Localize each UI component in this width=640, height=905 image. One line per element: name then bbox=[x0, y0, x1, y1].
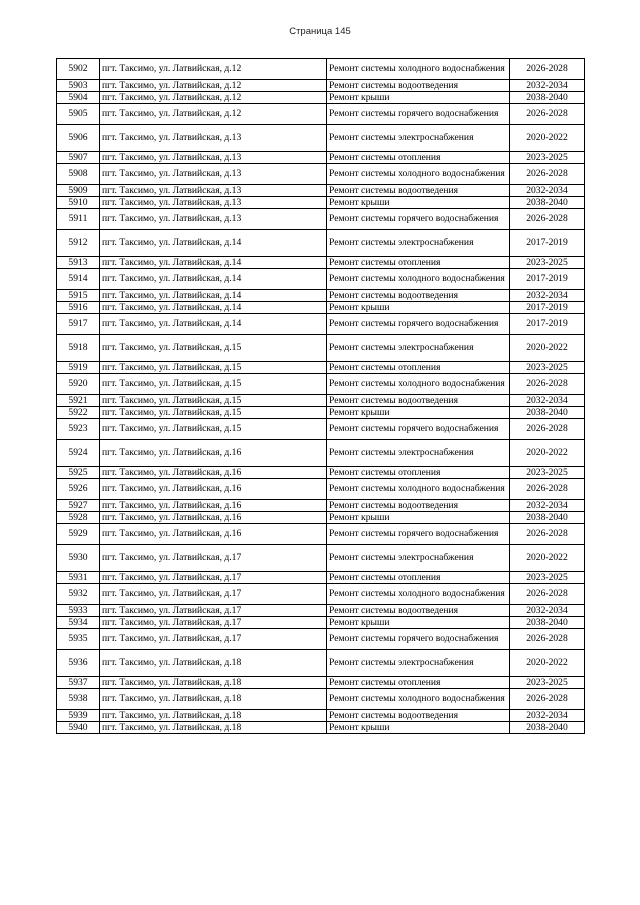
row-number-cell: 5936 bbox=[57, 650, 100, 677]
table-row bbox=[57, 59, 585, 80]
work-type-cell: Ремонт системы водоотведения bbox=[327, 605, 510, 617]
address-cell: пгт. Таксимо, ул. Латвийская, д.13 bbox=[100, 164, 327, 185]
row-number-cell: 5907 bbox=[57, 152, 100, 164]
table-row bbox=[57, 545, 585, 572]
row-number-cell: 5932 bbox=[57, 584, 100, 605]
address-cell: пгт. Таксимо, ул. Латвийская, д.17 bbox=[100, 605, 327, 617]
row-number-cell: 5905 bbox=[57, 104, 100, 125]
work-type-cell: Ремонт крыши bbox=[327, 302, 510, 314]
period-cell: 2032-2034 bbox=[510, 605, 585, 617]
work-type-cell: Ремонт системы холодного водоснабжения bbox=[327, 689, 510, 710]
period-cell: 2026-2028 bbox=[510, 584, 585, 605]
work-type-cell: Ремонт системы отопления bbox=[327, 362, 510, 374]
work-type-cell: Ремонт системы водоотведения bbox=[327, 80, 510, 92]
table-body bbox=[57, 59, 585, 734]
period-cell: 2023-2025 bbox=[510, 677, 585, 689]
table-row bbox=[57, 440, 585, 467]
row-number-cell: 5916 bbox=[57, 302, 100, 314]
row-number-cell: 5925 bbox=[57, 467, 100, 479]
address-cell: пгт. Таксимо, ул. Латвийская, д.15 bbox=[100, 374, 327, 395]
period-cell: 2026-2028 bbox=[510, 104, 585, 125]
period-cell: 2032-2034 bbox=[510, 500, 585, 512]
address-cell: пгт. Таксимо, ул. Латвийская, д.15 bbox=[100, 407, 327, 419]
work-type-cell: Ремонт системы электроснабжения bbox=[327, 230, 510, 257]
page-number-header: Страница 145 bbox=[289, 26, 351, 37]
work-type-cell: Ремонт системы отопления bbox=[327, 677, 510, 689]
table-row bbox=[57, 629, 585, 650]
table-row bbox=[57, 362, 585, 374]
period-cell: 2023-2025 bbox=[510, 257, 585, 269]
table-row bbox=[57, 650, 585, 677]
period-cell: 2026-2028 bbox=[510, 689, 585, 710]
table-row bbox=[57, 230, 585, 257]
address-cell: пгт. Таксимо, ул. Латвийская, д.15 bbox=[100, 335, 327, 362]
period-cell: 2026-2028 bbox=[510, 59, 585, 80]
address-cell: пгт. Таксимо, ул. Латвийская, д.16 bbox=[100, 440, 327, 467]
row-number-cell: 5923 bbox=[57, 419, 100, 440]
work-type-cell: Ремонт системы горячего водоснабжения bbox=[327, 209, 510, 230]
row-number-cell: 5919 bbox=[57, 362, 100, 374]
table-row bbox=[57, 500, 585, 512]
row-number-cell: 5917 bbox=[57, 314, 100, 335]
work-type-cell: Ремонт системы электроснабжения bbox=[327, 650, 510, 677]
table-row bbox=[57, 269, 585, 290]
work-type-cell: Ремонт системы отопления bbox=[327, 467, 510, 479]
row-number-cell: 5940 bbox=[57, 722, 100, 734]
work-type-cell: Ремонт системы водоотведения bbox=[327, 290, 510, 302]
row-number-cell: 5909 bbox=[57, 185, 100, 197]
address-cell: пгт. Таксимо, ул. Латвийская, д.13 bbox=[100, 125, 327, 152]
row-number-cell: 5933 bbox=[57, 605, 100, 617]
row-number-cell: 5929 bbox=[57, 524, 100, 545]
work-type-cell: Ремонт системы водоотведения bbox=[327, 710, 510, 722]
table-row bbox=[57, 479, 585, 500]
address-cell: пгт. Таксимо, ул. Латвийская, д.18 bbox=[100, 722, 327, 734]
address-cell: пгт. Таксимо, ул. Латвийская, д.12 bbox=[100, 104, 327, 125]
work-type-cell: Ремонт системы водоотведения bbox=[327, 395, 510, 407]
address-cell: пгт. Таксимо, ул. Латвийская, д.12 bbox=[100, 92, 327, 104]
address-cell: пгт. Таксимо, ул. Латвийская, д.14 bbox=[100, 302, 327, 314]
period-cell: 2026-2028 bbox=[510, 479, 585, 500]
row-number-cell: 5911 bbox=[57, 209, 100, 230]
repair-schedule-table bbox=[56, 58, 585, 734]
row-number-cell: 5920 bbox=[57, 374, 100, 395]
work-type-cell: Ремонт системы электроснабжения bbox=[327, 545, 510, 572]
address-cell: пгт. Таксимо, ул. Латвийская, д.14 bbox=[100, 257, 327, 269]
row-number-cell: 5906 bbox=[57, 125, 100, 152]
table-row bbox=[57, 290, 585, 302]
row-number-cell: 5937 bbox=[57, 677, 100, 689]
row-number-cell: 5930 bbox=[57, 545, 100, 572]
period-cell: 2020-2022 bbox=[510, 125, 585, 152]
period-cell: 2026-2028 bbox=[510, 164, 585, 185]
row-number-cell: 5918 bbox=[57, 335, 100, 362]
row-number-cell: 5902 bbox=[57, 59, 100, 80]
address-cell: пгт. Таксимо, ул. Латвийская, д.18 bbox=[100, 710, 327, 722]
period-cell: 2026-2028 bbox=[510, 374, 585, 395]
address-cell: пгт. Таксимо, ул. Латвийская, д.17 bbox=[100, 545, 327, 572]
table-row bbox=[57, 584, 585, 605]
work-type-cell: Ремонт системы электроснабжения bbox=[327, 335, 510, 362]
work-type-cell: Ремонт системы горячего водоснабжения bbox=[327, 629, 510, 650]
period-cell: 2032-2034 bbox=[510, 80, 585, 92]
row-number-cell: 5908 bbox=[57, 164, 100, 185]
address-cell: пгт. Таксимо, ул. Латвийская, д.16 bbox=[100, 467, 327, 479]
address-cell: пгт. Таксимо, ул. Латвийская, д.13 bbox=[100, 185, 327, 197]
address-cell: пгт. Таксимо, ул. Латвийская, д.13 bbox=[100, 197, 327, 209]
work-type-cell: Ремонт системы холодного водоснабжения bbox=[327, 584, 510, 605]
period-cell: 2017-2019 bbox=[510, 269, 585, 290]
row-number-cell: 5924 bbox=[57, 440, 100, 467]
table-row bbox=[57, 677, 585, 689]
period-cell: 2038-2040 bbox=[510, 722, 585, 734]
work-type-cell: Ремонт крыши bbox=[327, 722, 510, 734]
work-type-cell: Ремонт системы холодного водоснабжения bbox=[327, 479, 510, 500]
table-row bbox=[57, 512, 585, 524]
period-cell: 2038-2040 bbox=[510, 512, 585, 524]
row-number-cell: 5914 bbox=[57, 269, 100, 290]
period-cell: 2017-2019 bbox=[510, 230, 585, 257]
address-cell: пгт. Таксимо, ул. Латвийская, д.13 bbox=[100, 152, 327, 164]
work-type-cell: Ремонт системы электроснабжения bbox=[327, 440, 510, 467]
period-cell: 2038-2040 bbox=[510, 197, 585, 209]
row-number-cell: 5921 bbox=[57, 395, 100, 407]
period-cell: 2020-2022 bbox=[510, 440, 585, 467]
work-type-cell: Ремонт системы отопления bbox=[327, 257, 510, 269]
period-cell: 2026-2028 bbox=[510, 524, 585, 545]
table-row bbox=[57, 617, 585, 629]
table-row bbox=[57, 407, 585, 419]
row-number-cell: 5934 bbox=[57, 617, 100, 629]
work-type-cell: Ремонт крыши bbox=[327, 617, 510, 629]
work-type-cell: Ремонт крыши bbox=[327, 407, 510, 419]
table-row bbox=[57, 209, 585, 230]
period-cell: 2020-2022 bbox=[510, 335, 585, 362]
table-row bbox=[57, 197, 585, 209]
period-cell: 2023-2025 bbox=[510, 362, 585, 374]
table-row bbox=[57, 572, 585, 584]
table-row bbox=[57, 467, 585, 479]
work-type-cell: Ремонт системы холодного водоснабжения bbox=[327, 374, 510, 395]
period-cell: 2038-2040 bbox=[510, 92, 585, 104]
row-number-cell: 5927 bbox=[57, 500, 100, 512]
table-row bbox=[57, 710, 585, 722]
row-number-cell: 5938 bbox=[57, 689, 100, 710]
period-cell: 2017-2019 bbox=[510, 314, 585, 335]
work-type-cell: Ремонт системы отопления bbox=[327, 152, 510, 164]
table-row bbox=[57, 80, 585, 92]
address-cell: пгт. Таксимо, ул. Латвийская, д.18 bbox=[100, 677, 327, 689]
address-cell: пгт. Таксимо, ул. Латвийская, д.14 bbox=[100, 269, 327, 290]
table-row bbox=[57, 314, 585, 335]
table-row bbox=[57, 689, 585, 710]
table-row bbox=[57, 164, 585, 185]
address-cell: пгт. Таксимо, ул. Латвийская, д.16 bbox=[100, 479, 327, 500]
period-cell: 2023-2025 bbox=[510, 572, 585, 584]
period-cell: 2020-2022 bbox=[510, 650, 585, 677]
row-number-cell: 5928 bbox=[57, 512, 100, 524]
work-type-cell: Ремонт системы горячего водоснабжения bbox=[327, 524, 510, 545]
table-row bbox=[57, 605, 585, 617]
address-cell: пгт. Таксимо, ул. Латвийская, д.17 bbox=[100, 629, 327, 650]
address-cell: пгт. Таксимо, ул. Латвийская, д.17 bbox=[100, 584, 327, 605]
address-cell: пгт. Таксимо, ул. Латвийская, д.16 bbox=[100, 512, 327, 524]
period-cell: 2026-2028 bbox=[510, 209, 585, 230]
period-cell: 2026-2028 bbox=[510, 629, 585, 650]
address-cell: пгт. Таксимо, ул. Латвийская, д.14 bbox=[100, 230, 327, 257]
row-number-cell: 5935 bbox=[57, 629, 100, 650]
period-cell: 2020-2022 bbox=[510, 545, 585, 572]
work-type-cell: Ремонт системы горячего водоснабжения bbox=[327, 419, 510, 440]
table-row bbox=[57, 257, 585, 269]
address-cell: пгт. Таксимо, ул. Латвийская, д.15 bbox=[100, 362, 327, 374]
address-cell: пгт. Таксимо, ул. Латвийская, д.12 bbox=[100, 59, 327, 80]
address-cell: пгт. Таксимо, ул. Латвийская, д.18 bbox=[100, 689, 327, 710]
period-cell: 2038-2040 bbox=[510, 617, 585, 629]
table-row bbox=[57, 524, 585, 545]
table-row bbox=[57, 152, 585, 164]
address-cell: пгт. Таксимо, ул. Латвийская, д.16 bbox=[100, 500, 327, 512]
work-type-cell: Ремонт системы холодного водоснабжения bbox=[327, 269, 510, 290]
address-cell: пгт. Таксимо, ул. Латвийская, д.17 bbox=[100, 617, 327, 629]
work-type-cell: Ремонт крыши bbox=[327, 512, 510, 524]
work-type-cell: Ремонт крыши bbox=[327, 197, 510, 209]
table-row bbox=[57, 395, 585, 407]
table-row bbox=[57, 185, 585, 197]
work-type-cell: Ремонт системы холодного водоснабжения bbox=[327, 164, 510, 185]
table-row bbox=[57, 302, 585, 314]
row-number-cell: 5904 bbox=[57, 92, 100, 104]
address-cell: пгт. Таксимо, ул. Латвийская, д.14 bbox=[100, 290, 327, 302]
period-cell: 2023-2025 bbox=[510, 467, 585, 479]
work-type-cell: Ремонт системы холодного водоснабжения bbox=[327, 59, 510, 80]
work-type-cell: Ремонт крыши bbox=[327, 92, 510, 104]
row-number-cell: 5903 bbox=[57, 80, 100, 92]
work-type-cell: Ремонт системы водоотведения bbox=[327, 185, 510, 197]
address-cell: пгт. Таксимо, ул. Латвийская, д.15 bbox=[100, 419, 327, 440]
table-row bbox=[57, 374, 585, 395]
address-cell: пгт. Таксимо, ул. Латвийская, д.14 bbox=[100, 314, 327, 335]
row-number-cell: 5910 bbox=[57, 197, 100, 209]
work-type-cell: Ремонт системы горячего водоснабжения bbox=[327, 314, 510, 335]
work-type-cell: Ремонт системы водоотведения bbox=[327, 500, 510, 512]
period-cell: 2032-2034 bbox=[510, 710, 585, 722]
period-cell: 2023-2025 bbox=[510, 152, 585, 164]
row-number-cell: 5913 bbox=[57, 257, 100, 269]
table-row bbox=[57, 125, 585, 152]
address-cell: пгт. Таксимо, ул. Латвийская, д.17 bbox=[100, 572, 327, 584]
period-cell: 2032-2034 bbox=[510, 395, 585, 407]
period-cell: 2032-2034 bbox=[510, 185, 585, 197]
table-row bbox=[57, 419, 585, 440]
period-cell: 2038-2040 bbox=[510, 407, 585, 419]
work-type-cell: Ремонт системы горячего водоснабжения bbox=[327, 104, 510, 125]
table-row bbox=[57, 335, 585, 362]
row-number-cell: 5915 bbox=[57, 290, 100, 302]
table-row bbox=[57, 92, 585, 104]
table-row bbox=[57, 104, 585, 125]
row-number-cell: 5931 bbox=[57, 572, 100, 584]
work-type-cell: Ремонт системы электроснабжения bbox=[327, 125, 510, 152]
period-cell: 2032-2034 bbox=[510, 290, 585, 302]
row-number-cell: 5926 bbox=[57, 479, 100, 500]
period-cell: 2026-2028 bbox=[510, 419, 585, 440]
work-type-cell: Ремонт системы отопления bbox=[327, 572, 510, 584]
period-cell: 2017-2019 bbox=[510, 302, 585, 314]
address-cell: пгт. Таксимо, ул. Латвийская, д.15 bbox=[100, 395, 327, 407]
address-cell: пгт. Таксимо, ул. Латвийская, д.16 bbox=[100, 524, 327, 545]
address-cell: пгт. Таксимо, ул. Латвийская, д.12 bbox=[100, 80, 327, 92]
row-number-cell: 5939 bbox=[57, 710, 100, 722]
row-number-cell: 5922 bbox=[57, 407, 100, 419]
address-cell: пгт. Таксимо, ул. Латвийская, д.18 bbox=[100, 650, 327, 677]
row-number-cell: 5912 bbox=[57, 230, 100, 257]
address-cell: пгт. Таксимо, ул. Латвийская, д.13 bbox=[100, 209, 327, 230]
table-row bbox=[57, 722, 585, 734]
